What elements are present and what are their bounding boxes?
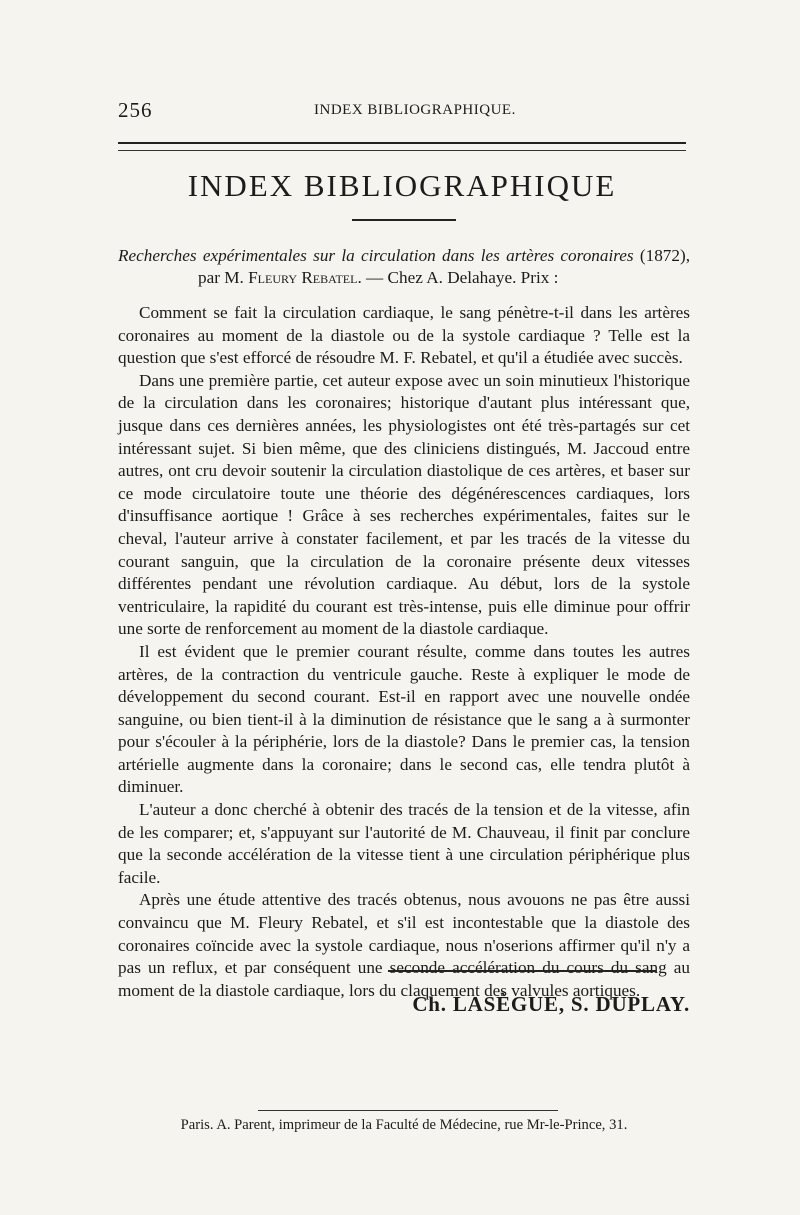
paragraph: Il est évident que le premier courant résulte, comme dans toutes les autres artères, de la contraction du ventricule gauche. Reste à expliquer le mode de développement du second courant. Est-il en rapport avec une nouvelle ondée sanguine, ou bien tient-il à la diminution de résistance que le sang a à surmonter pour s'écouler à la périphérie, lors de la diastole? Dans le premier cas, la tension artérielle augmente dans la coronaire; dans le second cas, elle tendra plutôt à diminuer.	[118, 641, 690, 797]
citation-line-2	[118, 267, 690, 289]
citation-line-1	[118, 245, 690, 267]
header-double-rule	[118, 142, 686, 151]
printer-imprint: Paris. A. Parent, imprimeur de la Faculté de Médecine, rue Mr-le-Prince, 31.	[180, 1117, 628, 1133]
citation-year: (1872),	[639, 246, 691, 265]
running-head	[118, 98, 688, 124]
paragraph: Dans une première partie, cet auteur expose avec un soin minutieux l'historique de la circulation dans les coronaires; historique d'autant plus intéressant que, jusque dans ces dernières années, les physiologistes ont été très-partagés sur cet intéressant sujet. Si bien même, que des cliniciens distingués, M. Jaccoud entre autres, ont cru devoir soutenir la circulation diastolique de ces artères, et baser sur ce mode circulatoire toute une théorie des dégénérescences cardiaques, lors d'insuffisance aortique ! Grâce à ses recherches expérimentales, faites sur le cheval, l'auteur arrive à constater facilement, et par les tracés de la vitesse du courant sanguin, que la circulation de la coronaire présente deux vitesses différentes pendant une révolution cardiaque. Au début, lors de la systole ventriculaire, la rapidité du courant est très-intense, puis elle diminue pour offrir une sorte de renforcement au moment de la diastole cardiaque.	[118, 370, 690, 639]
section-title: INDEX BIBLIOGRAPHIQUE	[187, 168, 617, 203]
citation-by: par M.	[198, 268, 244, 287]
end-rule	[388, 970, 656, 972]
paragraph: Comment se fait la circulation cardiaque, le sang pénètre-t-il dans les artères coronaires au moment de la diastole ou de la systole cardiaque ? Telle est la question que s'est efforcé de résoudre M. F. Rebatel, et qu'il a étudiée avec succès.	[118, 303, 690, 368]
citation-publisher: . — Chez A. Delahaye. Prix :	[357, 268, 559, 287]
citation-title: Recherches expérimentales sur la circulation dans les artères coronaires	[118, 246, 634, 265]
running-title: INDEX BIBLIOGRAPHIQUE.	[314, 102, 516, 118]
paragraph: Après une étude attentive des tracés obtenus, nous avouons ne pas être aussi convaincu que M. Fleury Rebatel, et s'il est incontestable que la diastole des coronaires coïncide avec la systole cardiaque, nous n'oserions affirmer qu'il n'y a pas un reflux, et par conséquent une seconde accélération du cours du sang au moment de la diastole cardiaque, lors du claquement des valvules aortiques.	[118, 890, 690, 1000]
title-underline-rule	[352, 219, 456, 221]
citation-author: Fleury Rebatel	[248, 268, 358, 287]
signature: Ch. LASÈGUE, S. DUPLAY.	[412, 992, 690, 1016]
review-body	[118, 302, 690, 1002]
page-number: 256	[118, 98, 153, 122]
citation	[118, 245, 690, 289]
imprint-rule	[258, 1110, 558, 1111]
paragraph: L'auteur a donc cherché à obtenir des tracés de la tension et de la vitesse, afin de les comparer; et, s'appuyant sur l'autorité de M. Chauveau, il finit par conclure que la seconde accélération de la vitesse tient à une circulation périphérique plus facile.	[118, 800, 690, 887]
